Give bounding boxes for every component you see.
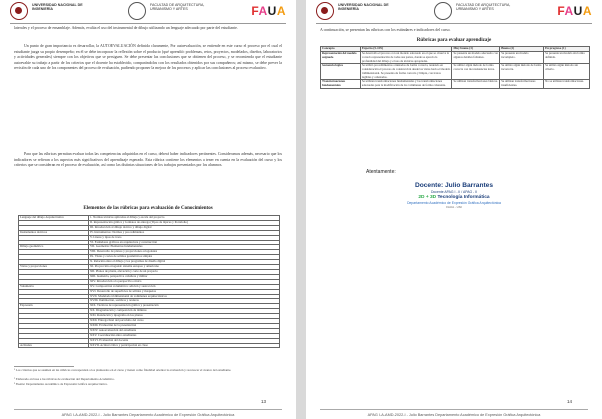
faculty-seal-icon bbox=[434, 2, 452, 20]
item-cell: X. Relación entre el dibujo y los programas de diseño digital bbox=[89, 260, 280, 265]
rubric-criterion-cell: Se desarrolla el proceso con un modelo adecuado en el que se observa la correcta representación de todas sus partes, donde se aprecia la profundidad del dibujo y el uso de técnicas apropiadas. bbox=[360, 51, 452, 63]
closing-attentively: Atentamente: bbox=[366, 169, 396, 175]
footnote-2: ² Elaborado en base a las rúbricas de evaluación del Departamento Académico. bbox=[14, 377, 115, 381]
item-cell: IX. Vistas y cortes de sólidos geométricos simples bbox=[89, 255, 280, 260]
rubric-table bbox=[320, 46, 590, 89]
item-cell: XIII. Isometría, perspectiva caballera y militar bbox=[89, 274, 280, 279]
footer-divider bbox=[14, 409, 282, 410]
page-header bbox=[10, 2, 286, 22]
item-cell: XVIII. Iluminación, sombras y texturas bbox=[89, 299, 280, 304]
rubric-concept-cell: Transformaciones fundamentales bbox=[321, 80, 361, 89]
rubric-criterion-cell: Se utilizó algún método de forma incorrecta. bbox=[500, 64, 544, 80]
faculty-name: FACULTAD DE ARQUITECTURA, URBANISMO Y ARTES bbox=[456, 3, 511, 12]
rubric-criterion-cell: Se utilizan transformaciones fundamentales y las transformaciones adecuadas para la modificación de los volúmenes de forma coherente. bbox=[360, 80, 452, 89]
rubric-header-cell: En progreso (1) bbox=[544, 47, 590, 52]
rubric-header-cell: Concepto bbox=[321, 47, 361, 52]
signature-block bbox=[368, 182, 540, 209]
rubric-header-cell: Experto (5-4 Pt) bbox=[360, 47, 452, 52]
rubric-criterion-cell: Se utilizó algún método de forma correcta con inconsistencias leves. bbox=[452, 64, 500, 80]
rubric-row bbox=[321, 80, 590, 89]
signature-tic: 2D + 3D Tecnología Informática bbox=[418, 194, 490, 200]
item-cell: II. Representación gráfica y formatos de entrega (Tipos de lápices y Portafolio) bbox=[89, 220, 280, 225]
page-footer: APAG I-A-AMD-2022-I - Julio Barrantes Departamento Académico de Expresión Gráfica Arquitectónica bbox=[61, 413, 235, 417]
category-cell: Volumetría bbox=[19, 284, 89, 289]
signature-department: Departamento Académico de Expresión Gráfica Arquitectónica bbox=[407, 200, 501, 205]
rubric-criterion-cell: Se presenta un modelo incompleto. bbox=[500, 51, 544, 63]
category-cell: Actitudes bbox=[19, 343, 89, 348]
item-cell: 1. Normas técnicas aplicadas al dibujo y escala del proyecto bbox=[89, 216, 280, 221]
rubric-title: Rúbricas para evaluar aprendizaje bbox=[416, 38, 492, 43]
university-name: UNIVERSIDAD NACIONAL DE INGENIERÍA bbox=[32, 3, 83, 12]
item-cell: XXVII. Actitud crítica y participación en clase bbox=[89, 343, 280, 348]
footnote-3: ³ Fuente: Departamento Académico de Expresión Gráfica Arquitectónica. bbox=[14, 382, 108, 386]
item-cell: XV. Composición volumétrica: adición y sustracción bbox=[89, 284, 280, 289]
item-cell: IV. Instrumentos: Normas y procedimientos bbox=[89, 230, 280, 235]
page-number: 13 bbox=[260, 399, 266, 404]
item-cell: XXIV. Autoevaluación del estudiante bbox=[89, 328, 280, 333]
rubric-criterion-cell: No se utilizan transformaciones. bbox=[544, 80, 590, 89]
faculty-seal-icon bbox=[128, 2, 146, 20]
paragraph-2: Un punto de gran importancia es desarrollar, la AUTOEVALUACIÓN definida claramente, Por autoevaluación, se entiende en este curso el proceso por el cual el estudiante juzga su propio desempeño; en él se debe incorporar la reflexión sobre el producto (qué aprendió: problemas, retos, proyectos, modelados, diseños, laboratorios y actividades generales) siempre con los objetivos que se persiguen. Se debe presentar las conclusiones que se obtienen del proceso, y se recomienda que el estudiante autoevalúe su trabajo a partir de los criterios que el docente ha establecido, comparándolos con los resultados obtenidos por sus compañeros; así mismo, se debe prever la revisión de cada uno de los componentes del proceso de evaluación, pudiendo proponer la mejora de los procesos y aplicar las conclusiones al proceso evaluativo. bbox=[14, 44, 282, 71]
item-cell: XXII. Entrega final del portafolio del curso bbox=[89, 319, 280, 324]
category-cell: Lenguaje del dibujo Arquitectónico bbox=[19, 216, 89, 221]
item-cell: III. Introducción al dibujo técnico y dibujo digital bbox=[89, 225, 280, 230]
item-cell: VIII. Desarrollo de planos y proyecciones ortogonales bbox=[89, 250, 280, 255]
rubric-concept-cell: Representación del modelo asignado bbox=[321, 51, 361, 63]
item-cell: XII. Planos de planta, elevación y corte de un proyecto bbox=[89, 269, 280, 274]
rubric-row bbox=[321, 51, 590, 63]
knowledge-elements-table bbox=[18, 215, 280, 348]
paragraph-3: Para que las rúbricas permitan evaluar todas las competencias adquiridas en el curso, deberá haber indicadores pertinentes. Consideramos además, necesario que los indicadores se refieran a los aspectos más significativos del aprendizaje esperado. Esta rúbrica contiene los elementos a tener en cuenta en la evaluación del curso y los criterios que se consideran en el proceso de evaluación, así como las distintas situaciones de los trabajos presentados por los alumnos. bbox=[14, 152, 282, 168]
rubric-row bbox=[321, 64, 590, 80]
rubric-criterion-cell: Se utilizan transformaciones insuficientes. bbox=[500, 80, 544, 89]
item-cell: XIV. Introducción a la perspectiva cónica bbox=[89, 279, 280, 284]
rubric-criterion-cell: Se presenta un modelo adecuado con algunos detalles faltantes. bbox=[452, 51, 500, 63]
header-divider bbox=[10, 23, 286, 24]
faua-logo: FAUA bbox=[251, 4, 286, 18]
item-cell: XIX. Técnicas de representación gráfica y presentación bbox=[89, 304, 280, 309]
rubric-header-cell: Muy bueno (3) bbox=[452, 47, 500, 52]
right-page bbox=[306, 0, 602, 419]
category-cell: Vistas y proyecciones bbox=[19, 265, 89, 270]
faculty-name: FACULTAD DE ARQUITECTURA, URBANISMO Y ARTES bbox=[150, 3, 205, 12]
item-cell: VII. Geometría: Elementos fundamentales bbox=[89, 245, 280, 250]
rubric-criterion-cell: Se utilizó procedimientos ordenados de forma correcta, teniendo en consideración el proceso de construcción desde las vistas hacia el modelo tridimensional. Se presenta de forma correcta y limpia, con trazos legibles y ordenados. bbox=[361, 63, 451, 79]
paragraph-1: laterales y el proceso de ensamblaje. Además, evalúa el uso del instrumental de dibujo utilizando un lenguaje adecuado por parte del estudiante. bbox=[14, 26, 238, 30]
page-number: 14 bbox=[566, 399, 572, 404]
table-row bbox=[19, 343, 280, 348]
university-seal-icon bbox=[10, 2, 28, 20]
category-cell: Dibujo geométrico bbox=[19, 245, 89, 250]
category-cell: Expresión bbox=[19, 304, 89, 309]
item-cell: V. Líneas y tipos de trazo bbox=[89, 235, 280, 240]
rubric-header-cell: Bueno (2) bbox=[500, 47, 544, 52]
signature-subtitle: Docente APAG I - II / APAG - II bbox=[430, 190, 478, 194]
item-cell: XX. Diagramación y composición de láminas bbox=[89, 309, 280, 314]
rubric-criterion-cell: Se utilizan transformaciones básicas. bbox=[452, 80, 500, 89]
item-cell: VI. Estándares gráficos en arquitectura y construcción bbox=[89, 240, 280, 245]
footnote-divider bbox=[14, 366, 74, 367]
intro-paragraph: A continuación, se presentan las rúbricas con los estándares e indicadores del curso. bbox=[320, 28, 451, 32]
item-cell: XI. Proyección ortogonal: sistema europeo y americano bbox=[89, 265, 280, 270]
page-header bbox=[316, 2, 592, 22]
footer-divider bbox=[320, 409, 588, 410]
university-seal-icon bbox=[316, 2, 334, 20]
university-name: UNIVERSIDAD NACIONAL DE INGENIERÍA bbox=[338, 3, 389, 12]
item-cell: XXIII. Evaluación de la presentación bbox=[89, 323, 280, 328]
header-divider bbox=[316, 23, 592, 24]
category-cell: Instrumentos técnicos bbox=[19, 230, 89, 235]
item-cell: XXVI. Evaluación del docente bbox=[89, 338, 280, 343]
signature-year: FAUA - UNI bbox=[446, 205, 462, 209]
page-footer: APAG I-A-AMD-2022-I - Julio Barrantes Departamento Académico de Expresión Gráfica Arquitectónica bbox=[367, 413, 541, 417]
item-cell: XXV. Coevaluación entre estudiantes bbox=[89, 333, 280, 338]
signature-name: Docente: Julio Barrantes bbox=[414, 182, 494, 189]
item-cell: XXI. Rotulación y tipografía en los planos bbox=[89, 314, 280, 319]
left-page bbox=[0, 0, 296, 419]
item-cell: XVII. Modelado tridimensional de volúmenes arquitectónicos bbox=[89, 294, 280, 299]
footnote-1: ¹ Los criterios que se asumen en las rúbricas corresponden a los planteados en el curso y tienen como finalidad orientar la evaluación y reconocer el avance del estudiante. bbox=[14, 368, 232, 372]
rubric-criterion-cell: Se utilizó algún método sin criterio. bbox=[544, 64, 590, 80]
item-cell: XVI. Desarrollo de superficies de sólidos y maquetas bbox=[89, 289, 280, 294]
rubric-criterion-cell: Se presenta un modelo sin forma definida. bbox=[544, 51, 590, 63]
table-title: Elementos de las rúbricas para evaluación de Conocimientos bbox=[83, 206, 213, 211]
rubric-concept-cell: Secuencia lógica bbox=[321, 64, 361, 80]
faua-logo: FAUA bbox=[557, 4, 592, 18]
